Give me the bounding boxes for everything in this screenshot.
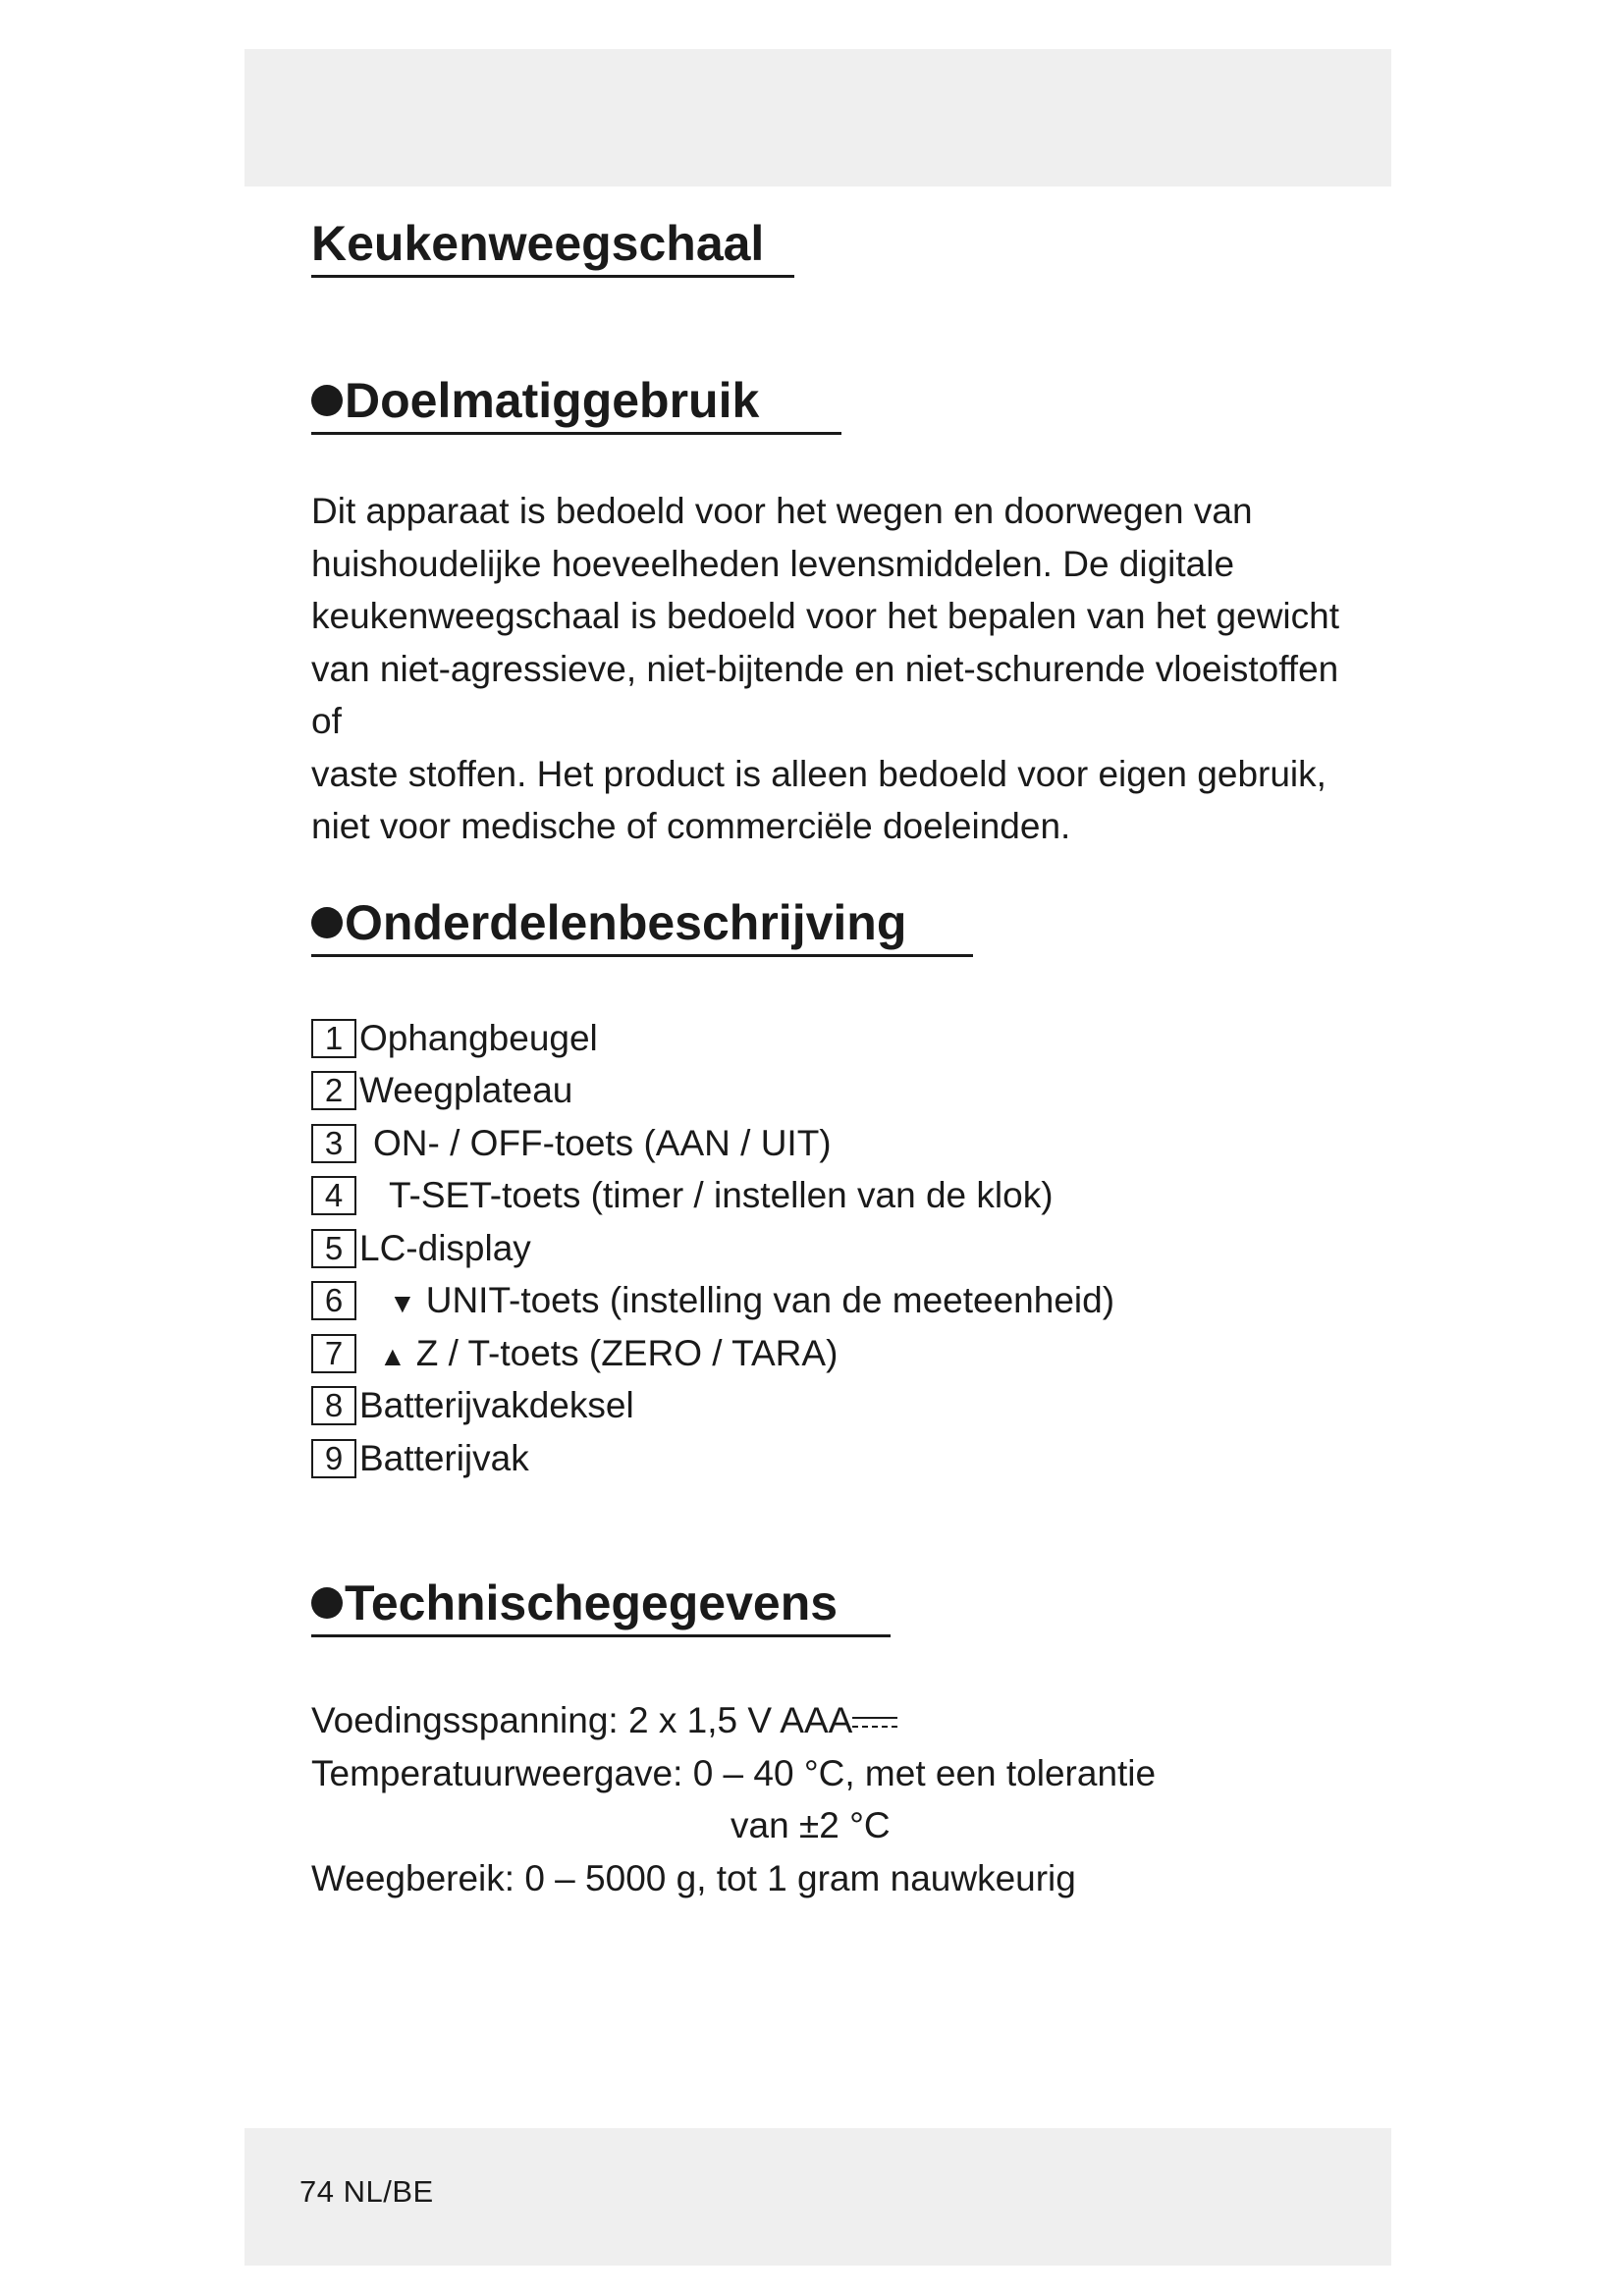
temperature-tolerance-text: van ±2 °C xyxy=(731,1805,891,1845)
section-heading-parts xyxy=(311,893,973,957)
bullet-icon xyxy=(311,907,343,938)
up-triangle-icon: ▲ xyxy=(379,1340,406,1371)
part-label: ON- / OFF-toets (AAN / UIT) xyxy=(373,1122,832,1163)
part-number: 3 xyxy=(311,1124,356,1163)
intended-use-paragraph xyxy=(311,485,1352,853)
section-heading-label: Onderdelenbeschrijving xyxy=(345,895,907,950)
part-label: T-SET-toets (timer / instellen van de klok) xyxy=(389,1175,1054,1216)
part-label: Weegplateau xyxy=(359,1070,573,1111)
part-item xyxy=(311,1065,1114,1118)
down-triangle-icon: ▼ xyxy=(389,1288,416,1319)
part-number: 1 xyxy=(311,1019,356,1058)
part-label: Batterijvakdeksel xyxy=(359,1385,634,1426)
tech-row-weight-range xyxy=(311,1852,1156,1905)
paragraph-line: van niet-agressieve, niet-bijtende en niet-schurende vloeistoffen of xyxy=(311,648,1339,741)
paragraph-line: vaste stoffen. Het product is alleen bedoeld voor eigen gebruik, xyxy=(311,753,1326,794)
part-label-text: Z / T-toets (ZERO / TARA) xyxy=(415,1332,839,1373)
section-heading-label: Technischegegevens xyxy=(345,1575,839,1630)
tech-row-voltage xyxy=(311,1694,1156,1747)
part-label xyxy=(359,1280,1114,1321)
paragraph-line: keukenweegschaal is bedoeld voor het bepalen van het gewicht xyxy=(311,596,1340,636)
weight-range-text: Weegbereik: 0 – 5000 g, tot 1 gram nauwkeurig xyxy=(311,1857,1076,1898)
part-number: 4 xyxy=(311,1176,356,1215)
part-number: 5 xyxy=(311,1229,356,1268)
part-number: 9 xyxy=(311,1439,356,1478)
part-label: Ophangbeugel xyxy=(359,1017,598,1058)
paragraph-line: huishoudelijke hoeveelheden levensmiddelen. De digitale xyxy=(311,543,1235,584)
part-number: 6 xyxy=(311,1281,356,1320)
tech-row-temperature-cont xyxy=(311,1799,1156,1852)
part-item xyxy=(311,1012,1114,1065)
part-number: 7 xyxy=(311,1334,356,1373)
paragraph-line: Dit apparaat is bedoeld voor het wegen en doorwegen van xyxy=(311,491,1253,531)
part-label xyxy=(359,1333,838,1374)
direct-current-icon xyxy=(852,1715,897,1731)
page-title: Keukenweegschaal xyxy=(311,214,794,278)
temperature-text: Temperatuurweergave: 0 – 40 °C, met een tolerantie xyxy=(311,1752,1157,1793)
bullet-icon xyxy=(311,1587,343,1619)
paragraph-line: niet voor medische of commerciële doeleinden. xyxy=(311,806,1071,846)
section-heading-technical xyxy=(311,1574,891,1637)
part-number: 8 xyxy=(311,1386,356,1425)
parts-list xyxy=(311,1012,1114,1485)
page-number: 74 NL/BE xyxy=(299,2174,434,2209)
part-label-text: UNIT-toets (instelling van de meeteenheid) xyxy=(425,1280,1115,1321)
technical-data xyxy=(311,1694,1156,1904)
part-item xyxy=(311,1170,1114,1223)
voltage-text: Voedingsspanning: 2 x 1,5 V AAA xyxy=(311,1700,853,1740)
section-heading-intended-use xyxy=(311,371,841,435)
part-label: Batterijvak xyxy=(359,1437,529,1478)
part-item xyxy=(311,1275,1114,1328)
tech-row-temperature xyxy=(311,1747,1156,1800)
part-item xyxy=(311,1380,1114,1433)
part-label: LC-display xyxy=(359,1227,531,1268)
part-number: 2 xyxy=(311,1071,356,1110)
part-item xyxy=(311,1117,1114,1170)
part-item xyxy=(311,1432,1114,1485)
header-band xyxy=(244,49,1391,187)
part-item xyxy=(311,1222,1114,1275)
part-item xyxy=(311,1327,1114,1380)
section-heading-label: Doelmatiggebruik xyxy=(345,373,760,428)
bullet-icon xyxy=(311,385,343,416)
